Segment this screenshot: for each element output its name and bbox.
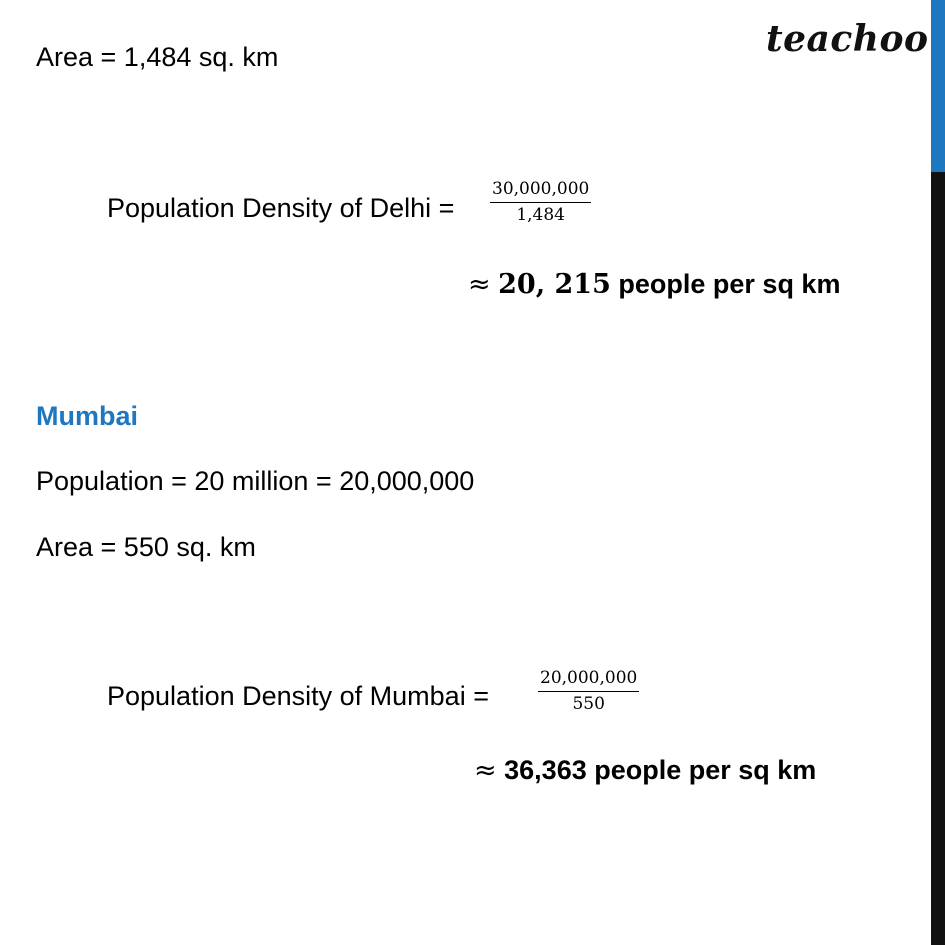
scrollbar-thumb[interactable]: [931, 0, 945, 172]
mumbai-area-line: Area = 550 sq. km: [36, 532, 256, 562]
mumbai-result-text: 36,363 people per sq km: [504, 755, 817, 785]
delhi-fraction-denominator: 1,484: [516, 205, 565, 225]
delhi-density-fraction: [490, 181, 591, 224]
mumbai-density-label: Population Density of Mumbai =: [107, 681, 489, 711]
mumbai-heading: Mumbai: [36, 401, 139, 431]
teachoo-logo: teachoo: [766, 18, 929, 60]
delhi-area-line: Area = 1,484 sq. km: [36, 42, 279, 72]
mumbai-density-fraction: [538, 670, 639, 713]
mumbai-density-result: [474, 757, 816, 784]
mumbai-population-line: Population = 20 million = 20,000,000: [36, 466, 475, 496]
delhi-density-label: Population Density of Delhi =: [107, 193, 455, 223]
approx-symbol: ≈: [468, 269, 491, 300]
delhi-result-value: 20, 215: [498, 269, 611, 300]
delhi-density-result: [468, 271, 840, 298]
mumbai-fraction-denominator: 550: [572, 694, 605, 714]
delhi-fraction-numerator: 30,000,000: [490, 181, 591, 203]
mumbai-fraction-numerator: 20,000,000: [538, 670, 639, 692]
approx-symbol: ≈: [474, 755, 497, 786]
delhi-result-unit: people per sq km: [618, 269, 841, 299]
